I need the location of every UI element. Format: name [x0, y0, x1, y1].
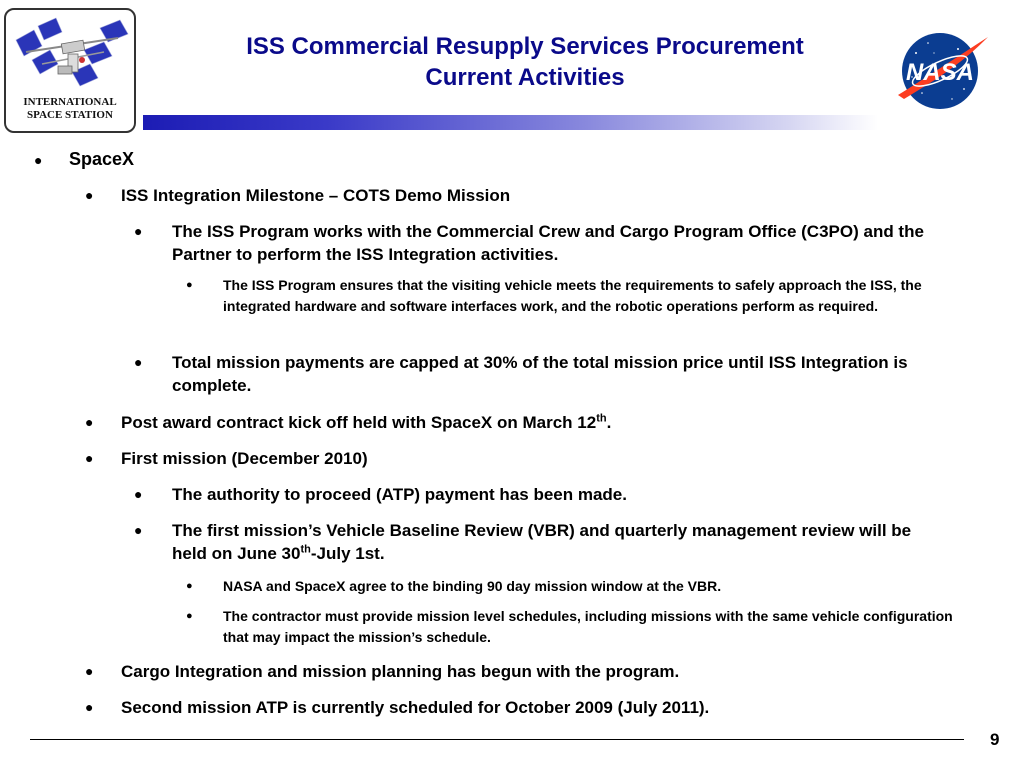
bullet-atp-payment: [134, 483, 924, 506]
bullet-cargo-integration: [85, 660, 945, 683]
nasa-logo-text: NASA: [905, 59, 975, 86]
kickoff-end: .: [606, 413, 612, 432]
bullet-dot-icon: ●: [134, 223, 143, 239]
bullet-text: SpaceX: [69, 149, 135, 169]
bullet-dot-icon: ●: [134, 522, 143, 538]
bullet-kickoff: [85, 411, 945, 434]
bullet-dot-icon: ●: [85, 663, 94, 679]
bullet-dot-icon: ●: [134, 486, 143, 502]
vbr-text: The first mission’s Vehicle Baseline Review (VBR) and quarterly management review will be held on June 30: [172, 521, 912, 563]
space-station-icon: [12, 16, 132, 94]
kickoff-superscript: th: [596, 412, 607, 425]
bullet-text: Second mission ATP is currently scheduled for October 2009 (July 2011).: [121, 698, 710, 717]
bullet-dot-icon: ●: [85, 699, 94, 715]
vbr-end: -July 1st.: [310, 544, 385, 563]
bullet-payments-capped: [134, 351, 924, 397]
bullet-text: First mission (December 2010): [121, 449, 368, 468]
bullet-dot-icon: ●: [85, 187, 94, 203]
bullet-dot-icon: ●: [186, 279, 193, 291]
bullet-vbr: [134, 519, 924, 565]
iss-logo-text: [6, 96, 134, 122]
iss-logo: [4, 8, 136, 133]
bullet-dot-icon: ●: [186, 610, 193, 622]
bullet-contractor-schedules: [186, 606, 956, 648]
bullet-text: The contractor must provide mission level schedules, including missions with the same vehicle configuration that may impact the mission’s schedule.: [223, 608, 953, 645]
bullet-text: Cargo Integration and mission planning has begun with the program.: [121, 662, 680, 681]
bullet-text: The ISS Program works with the Commercial Crew and Cargo Program Office (C3PO) and the Partner to perform the ISS Integration activities.: [172, 222, 924, 264]
bullet-first-mission: [85, 447, 945, 470]
header-gradient-bar: [143, 115, 878, 130]
bullet-second-mission: [85, 696, 945, 719]
bullet-iss-program-ensures: [186, 275, 956, 317]
bullet-text: The ISS Program ensures that the visiting vehicle meets the requirements to safely approach the ISS, the integrated hardware and software interfaces work, and the robotic operations perform as required.: [223, 277, 922, 314]
page-title: [160, 31, 890, 93]
bullet-integration-milestone: [85, 184, 945, 207]
bullet-mission-window: [186, 576, 956, 597]
bullet-dot-icon: ●: [134, 354, 143, 370]
bullet-text: NASA and SpaceX agree to the binding 90 day mission window at the VBR.: [223, 578, 722, 594]
bullet-text: The authority to proceed (ATP) payment has been made.: [172, 485, 627, 504]
bullet-dot-icon: ●: [34, 152, 43, 168]
bullet-dot-icon: ●: [85, 450, 94, 466]
iss-logo-line1: INTERNATIONAL: [23, 96, 117, 108]
bullet-text: Total mission payments are capped at 30% of the total mission price until ISS Integration is complete.: [172, 353, 908, 395]
title-line-1: ISS Commercial Resupply Services Procurement: [246, 33, 804, 60]
bullet-dot-icon: ●: [85, 414, 94, 430]
bullet-spacex: [34, 148, 934, 171]
vbr-superscript: th: [300, 543, 311, 556]
title-line-2: Current Activities: [425, 64, 625, 91]
kickoff-text: Post award contract kick off held with SpaceX on March 12: [121, 413, 597, 432]
bullet-text: ISS Integration Milestone – COTS Demo Mission: [121, 186, 511, 205]
bullet-text: [172, 519, 924, 565]
bullet-dot-icon: ●: [186, 580, 193, 592]
footer-divider: [30, 739, 964, 740]
page-number: 9: [990, 730, 1000, 749]
bullet-text: [121, 411, 945, 434]
bullet-iss-program-works: [134, 220, 924, 266]
iss-logo-line2: SPACE STATION: [27, 109, 113, 121]
nasa-logo: [894, 29, 990, 113]
